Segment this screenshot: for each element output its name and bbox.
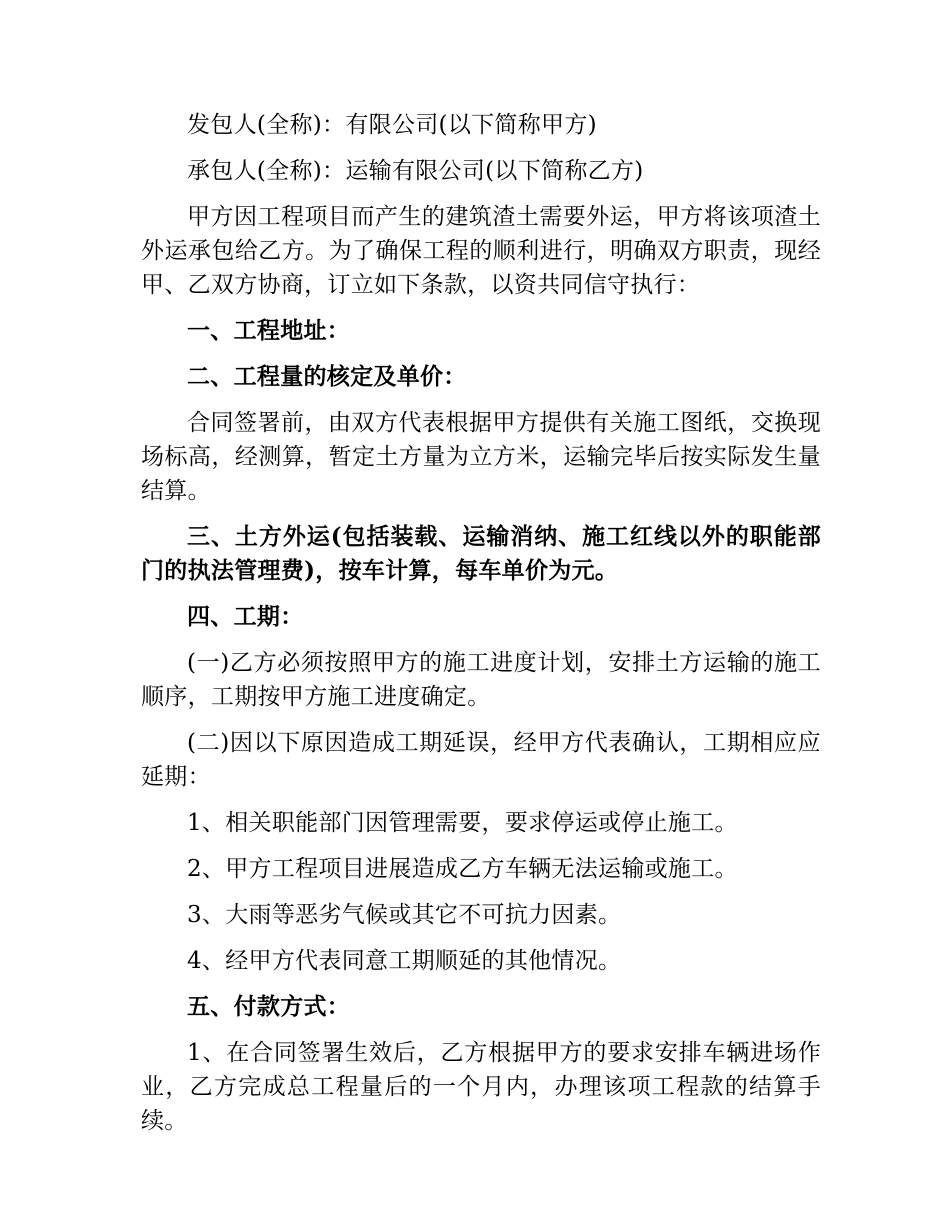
preamble-paragraph: 甲方因工程项目而产生的建筑渣土需要外运，甲方将该项渣土外运承包给乙方。为了确保工程的顺利进行，明确双方职责，现经甲、乙双方协商，订立如下条款，以资共同信守执行： (141, 204, 821, 298)
section-heading-3: 三、土方外运(包括装载、运输消纳、施工红线以外的职能部门的执法管理费)，按车计算，每车单价为元。 (141, 523, 821, 584)
section-heading-2: 二、工程量的核定及单价： (187, 363, 467, 390)
delay-item-1: 1、相关职能部门因管理需要，要求停运或停止施工。 (187, 810, 738, 836)
contract-body (141, 108, 821, 1138)
schedule-clause-2: (二)因以下原因造成工期延误，经甲方代表确认，工期相应应延期： (141, 730, 821, 790)
quantity-paragraph: 合同签署前，由双方代表根据甲方提供有关施工图纸，交换现场标高，经测算，暂定土方量为立方米，运输完毕后按实际发生量结算。 (141, 410, 821, 504)
section-heading-1: 一、工程地址： (187, 317, 351, 344)
employer-line: 发包人(全称)：有限公司(以下简称甲方) (187, 112, 597, 138)
payment-clause-1: 1、在合同签署生效后，乙方根据甲方的要求安排车辆进场作业，乙方完成总工程量后的一个月内，办理该项工程款的结算手续。 (141, 1040, 821, 1134)
contractor-line: 承包人(全称)：运输有限公司(以下简称乙方) (187, 158, 644, 184)
schedule-clause-1: (一)乙方必须按照甲方的施工进度计划，安排土方运输的施工顺序，工期按甲方施工进度确定。 (141, 650, 821, 710)
delay-item-2: 2、甲方工程项目进展造成乙方车辆无法运输或施工。 (187, 856, 738, 882)
delay-item-3: 3、大雨等恶劣气候或其它不可抗力因素。 (187, 902, 622, 928)
section-heading-5: 五、付款方式： (187, 993, 351, 1020)
section-heading-4: 四、工期： (187, 603, 304, 630)
delay-item-4: 4、经甲方代表同意工期顺延的其他情况。 (187, 948, 622, 974)
